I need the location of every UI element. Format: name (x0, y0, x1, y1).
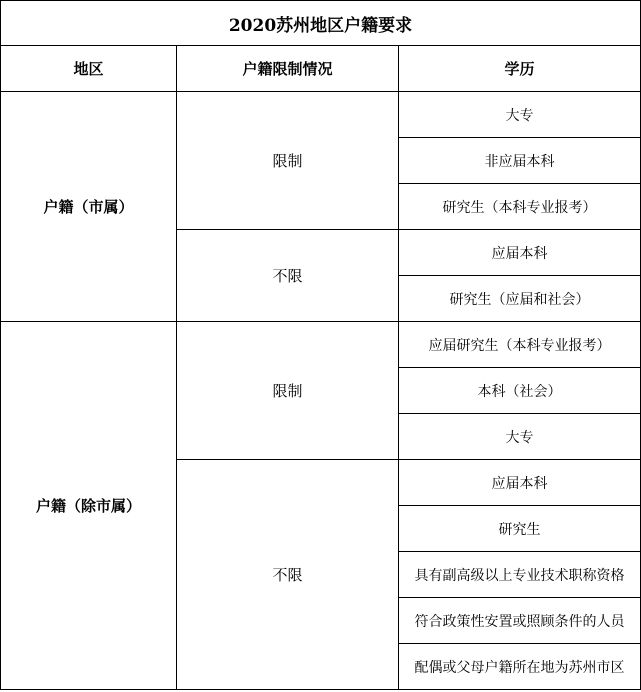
education-cell: 具有副高级以上专业技术职称资格 (399, 552, 641, 598)
education-cell: 应届本科 (399, 460, 641, 506)
education-cell: 应届研究生（本科专业报考） (399, 322, 641, 368)
education-cell: 本科（社会） (399, 368, 641, 414)
limit-cell: 不限 (177, 230, 399, 322)
table-title: 2020苏州地区户籍要求 (1, 1, 641, 46)
header-education: 学历 (399, 46, 641, 92)
table-row (1, 92, 641, 138)
header-region: 地区 (1, 46, 177, 92)
education-cell: 研究生（本科专业报考） (399, 184, 641, 230)
education-cell: 符合政策性安置或照顾条件的人员 (399, 598, 641, 644)
education-cell: 应届本科 (399, 230, 641, 276)
limit-cell: 限制 (177, 322, 399, 460)
region-cell-non-city: 户籍（除市属） (1, 322, 177, 690)
limit-cell: 不限 (177, 460, 399, 690)
header-row (1, 46, 641, 92)
education-cell: 大专 (399, 414, 641, 460)
header-limit: 户籍限制情况 (177, 46, 399, 92)
education-cell: 配偶或父母户籍所在地为苏州市区 (399, 644, 641, 690)
title-row (1, 1, 641, 46)
table-row (1, 322, 641, 368)
education-cell: 大专 (399, 92, 641, 138)
education-cell: 研究生（应届和社会） (399, 276, 641, 322)
education-cell: 非应届本科 (399, 138, 641, 184)
limit-cell: 限制 (177, 92, 399, 230)
region-cell-city: 户籍（市属） (1, 92, 177, 322)
education-cell: 研究生 (399, 506, 641, 552)
